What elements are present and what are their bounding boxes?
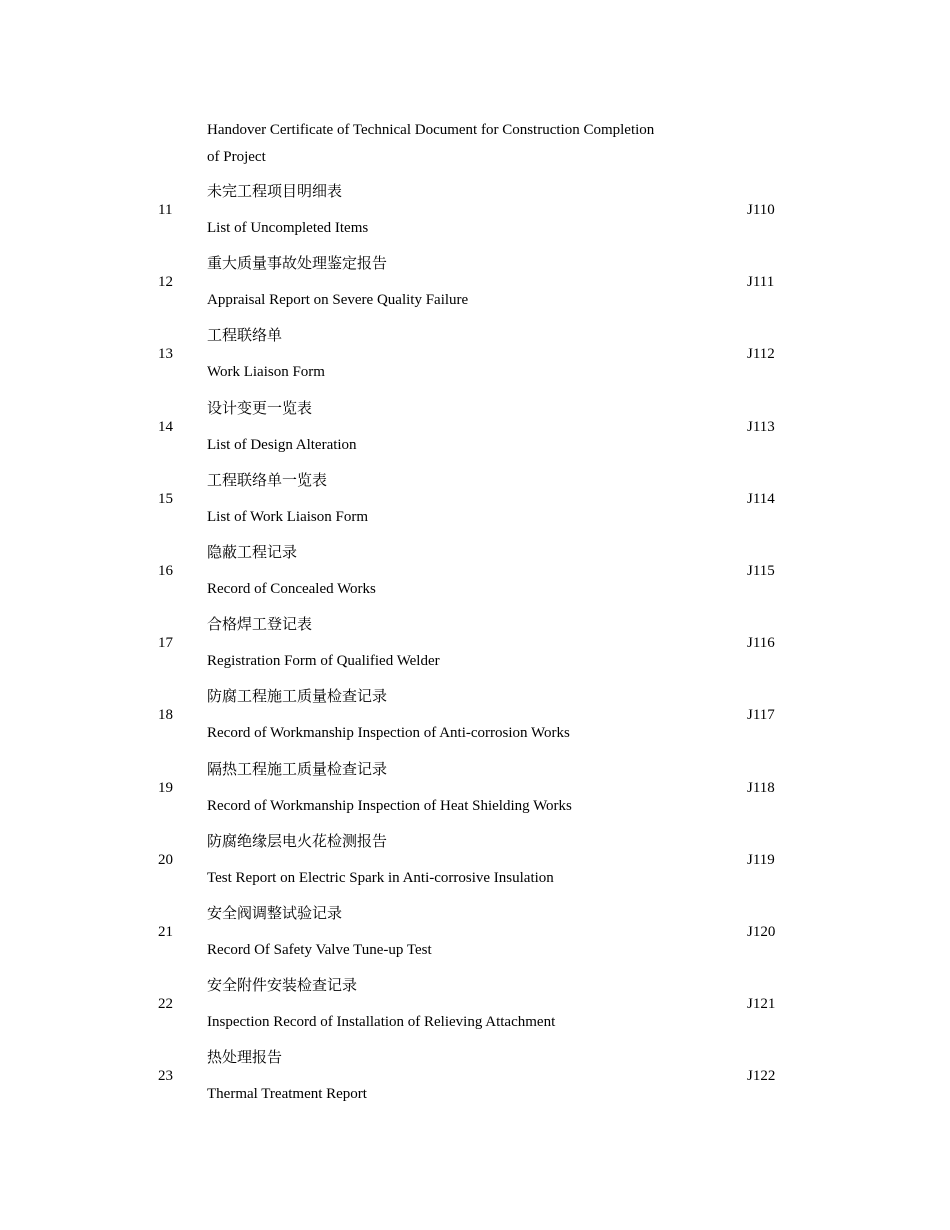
item-code: J113: [747, 418, 775, 435]
item-number: 17: [158, 635, 173, 652]
item-title-english: Inspection Record of Installation of Relieving Attachment: [207, 1014, 556, 1031]
item-number: 11: [158, 202, 173, 218]
item-code: J119: [747, 851, 775, 868]
item-title-chinese: 工程联络单: [207, 326, 283, 345]
item-title-english: Record of Concealed Works: [207, 580, 376, 597]
item-title-chinese: 未完工程项目明细表: [207, 182, 343, 200]
item-title-english: Thermal Treatment Report: [207, 1086, 367, 1103]
item-code: J118: [747, 779, 775, 796]
item-code: J111: [747, 274, 775, 291]
item-number: 23: [158, 1068, 173, 1085]
item-title-english: Registration Form of Qualified Welder: [207, 653, 440, 670]
list-item: [0, 1044, 950, 1116]
item-title-chinese: 隔热工程施工质量检查记录: [207, 759, 388, 778]
document-list: [0, 178, 950, 1116]
item-number: 21: [158, 923, 173, 940]
item-number: 13: [158, 346, 173, 363]
list-item: [0, 756, 950, 828]
continued-title-line-1: Handover Certificate of Technical Document for Construction Completion: [207, 122, 655, 138]
item-title-chinese: 重大质量事故处理鉴定报告: [207, 254, 388, 273]
continued-title-line-2: of Project: [207, 149, 266, 165]
list-item: [0, 900, 950, 972]
item-code: J114: [747, 490, 775, 507]
item-number: 20: [158, 851, 173, 868]
item-number: 19: [158, 779, 173, 796]
list-item: [0, 539, 950, 611]
item-code: J117: [747, 707, 775, 724]
list-item: [0, 611, 950, 683]
list-item: [0, 322, 950, 394]
item-title-chinese: 防腐绝缘层电火花检测报告: [207, 831, 388, 850]
item-title-chinese: 安全附件安装检查记录: [207, 976, 358, 995]
item-title-english: Record of Workmanship Inspection of Anti-corrosion Works: [207, 725, 570, 742]
item-number: 12: [158, 274, 173, 291]
item-title-english: List of Work Liaison Form: [207, 508, 369, 525]
item-title-english: Record of Workmanship Inspection of Heat Shielding Works: [207, 797, 572, 814]
item-number: 15: [158, 490, 173, 507]
item-title-chinese: 安全阀调整试验记录: [207, 903, 343, 922]
continued-entry-title: [207, 117, 727, 171]
list-item: [0, 972, 950, 1044]
item-title-english: Record Of Safety Valve Tune-up Test: [207, 941, 432, 958]
list-item: [0, 395, 950, 467]
item-title-english: List of Design Alteration: [207, 436, 357, 453]
item-code: J121: [747, 996, 776, 1013]
list-item: [0, 467, 950, 539]
item-number: 22: [158, 996, 173, 1013]
item-title-english: List of Uncompleted Items: [207, 220, 369, 236]
list-item: [0, 828, 950, 900]
item-number: 18: [158, 707, 173, 724]
item-code: J115: [747, 562, 775, 579]
item-title-chinese: 防腐工程施工质量检查记录: [207, 687, 388, 706]
item-title-chinese: 热处理报告: [207, 1048, 283, 1067]
item-code: J116: [747, 635, 775, 652]
list-item: [0, 250, 950, 322]
item-title-chinese: 合格焊工登记表: [207, 615, 313, 634]
list-item: [0, 178, 950, 250]
item-code: J122: [747, 1068, 776, 1085]
item-title-english: Appraisal Report on Severe Quality Failure: [207, 292, 469, 309]
item-number: 14: [158, 418, 173, 435]
item-title-english: Work Liaison Form: [207, 364, 325, 381]
item-title-chinese: 工程联络单一览表: [207, 470, 328, 489]
item-code: J112: [747, 346, 775, 363]
item-title-chinese: 隐蔽工程记录: [207, 542, 298, 561]
item-number: 16: [158, 562, 173, 579]
item-code: J110: [747, 202, 775, 218]
item-code: J120: [747, 923, 776, 940]
item-title-chinese: 设计变更一览表: [207, 398, 313, 417]
item-title-english: Test Report on Electric Spark in Anti-corrosive Insulation: [207, 869, 554, 886]
list-item: [0, 683, 950, 755]
